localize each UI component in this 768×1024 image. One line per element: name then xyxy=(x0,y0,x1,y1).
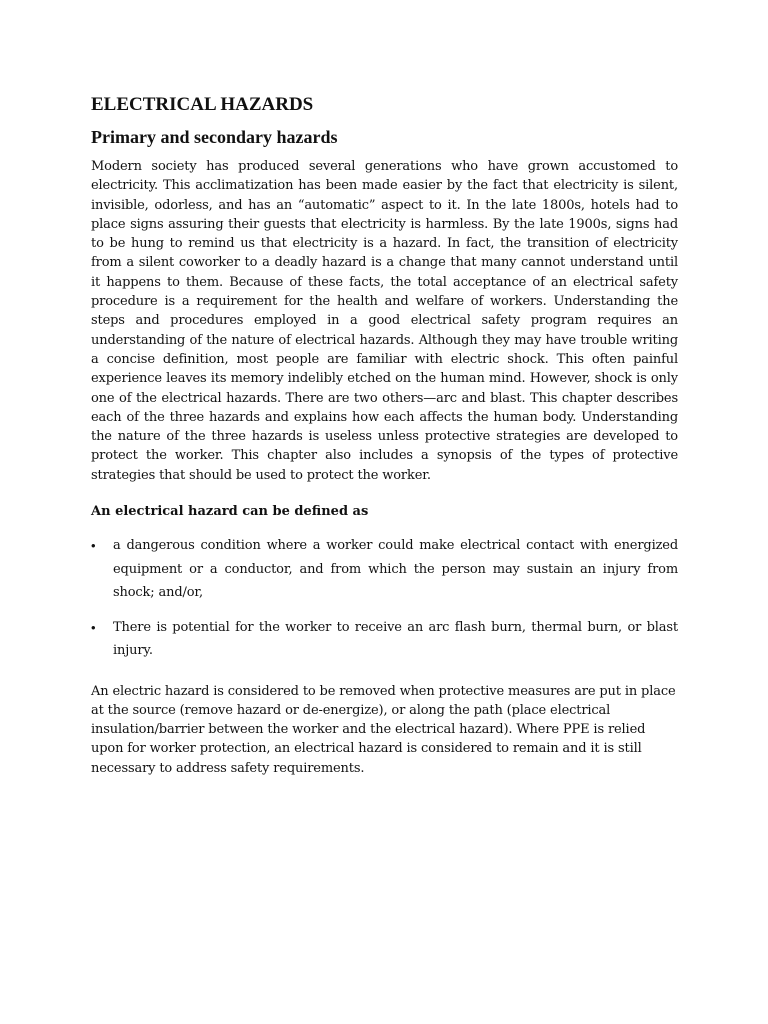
definition-list xyxy=(91,534,678,663)
bullet-icon: • xyxy=(91,619,96,635)
closing-paragraph: An electric hazard is considered to be removed when protective measures are put in place at the source (remove hazard or de-energize), or along the path (place electrical insulation/barrier between the worker and the electrical hazard). Where PPE is relied upon for worker protection, an electrical hazard is considered to remain and it is still necessary to address safety requirements. xyxy=(91,683,676,776)
definition-heading: An electrical hazard can be defined as xyxy=(91,504,369,520)
list-item xyxy=(91,616,678,663)
section-heading: Primary and secondary hazards xyxy=(91,127,338,147)
list-item-text: There is potential for the worker to receive an arc flash burn, thermal burn, or blast injury. xyxy=(113,619,678,659)
document-title: ELECTRICAL HAZARDS xyxy=(91,94,314,115)
list-item xyxy=(91,534,678,605)
document-page xyxy=(91,92,678,778)
bullet-icon: • xyxy=(91,538,96,554)
list-item-text: a dangerous condition where a worker could make electrical contact with energized equipment or a conductor, and from which the person may sustain an injury from shock; and/or, xyxy=(113,538,678,601)
intro-paragraph: Modern society has produced several generations who have grown accustomed to electricity. This acclimatization has been made easier by the fact that electricity is silent, invisible, odorless, and has an “automatic” aspect to it. In the late 1800s, hotels had to place signs assuring their guests that electricity is harmless. By the late 1900s, signs had to be hung to remind us that electricity is a hazard. In fact, the transition of electricity from a silent coworker to a deadly hazard is a change that many cannot understand until it happens to them. Because of these facts, the total acceptance of an electrical safety procedure is a requirement for the health and welfare of workers. Understanding the steps and procedures employed in a good electrical safety program requires an understanding of the nature of electrical hazards. Although they may have trouble writing a concise definition, most people are familiar with electric shock. This often painful experience leaves its memory indelibly etched on the human mind. However, shock is only one of the electrical hazards. There are two others—arc and blast. This chapter describes each of the three hazards and explains how each affects the human body. Understanding the nature of the three hazards is useless unless protective strategies are developed to protect the worker. This chapter also includes a synopsis of the types of protective strategies that should be used to protect the worker. xyxy=(91,159,678,483)
